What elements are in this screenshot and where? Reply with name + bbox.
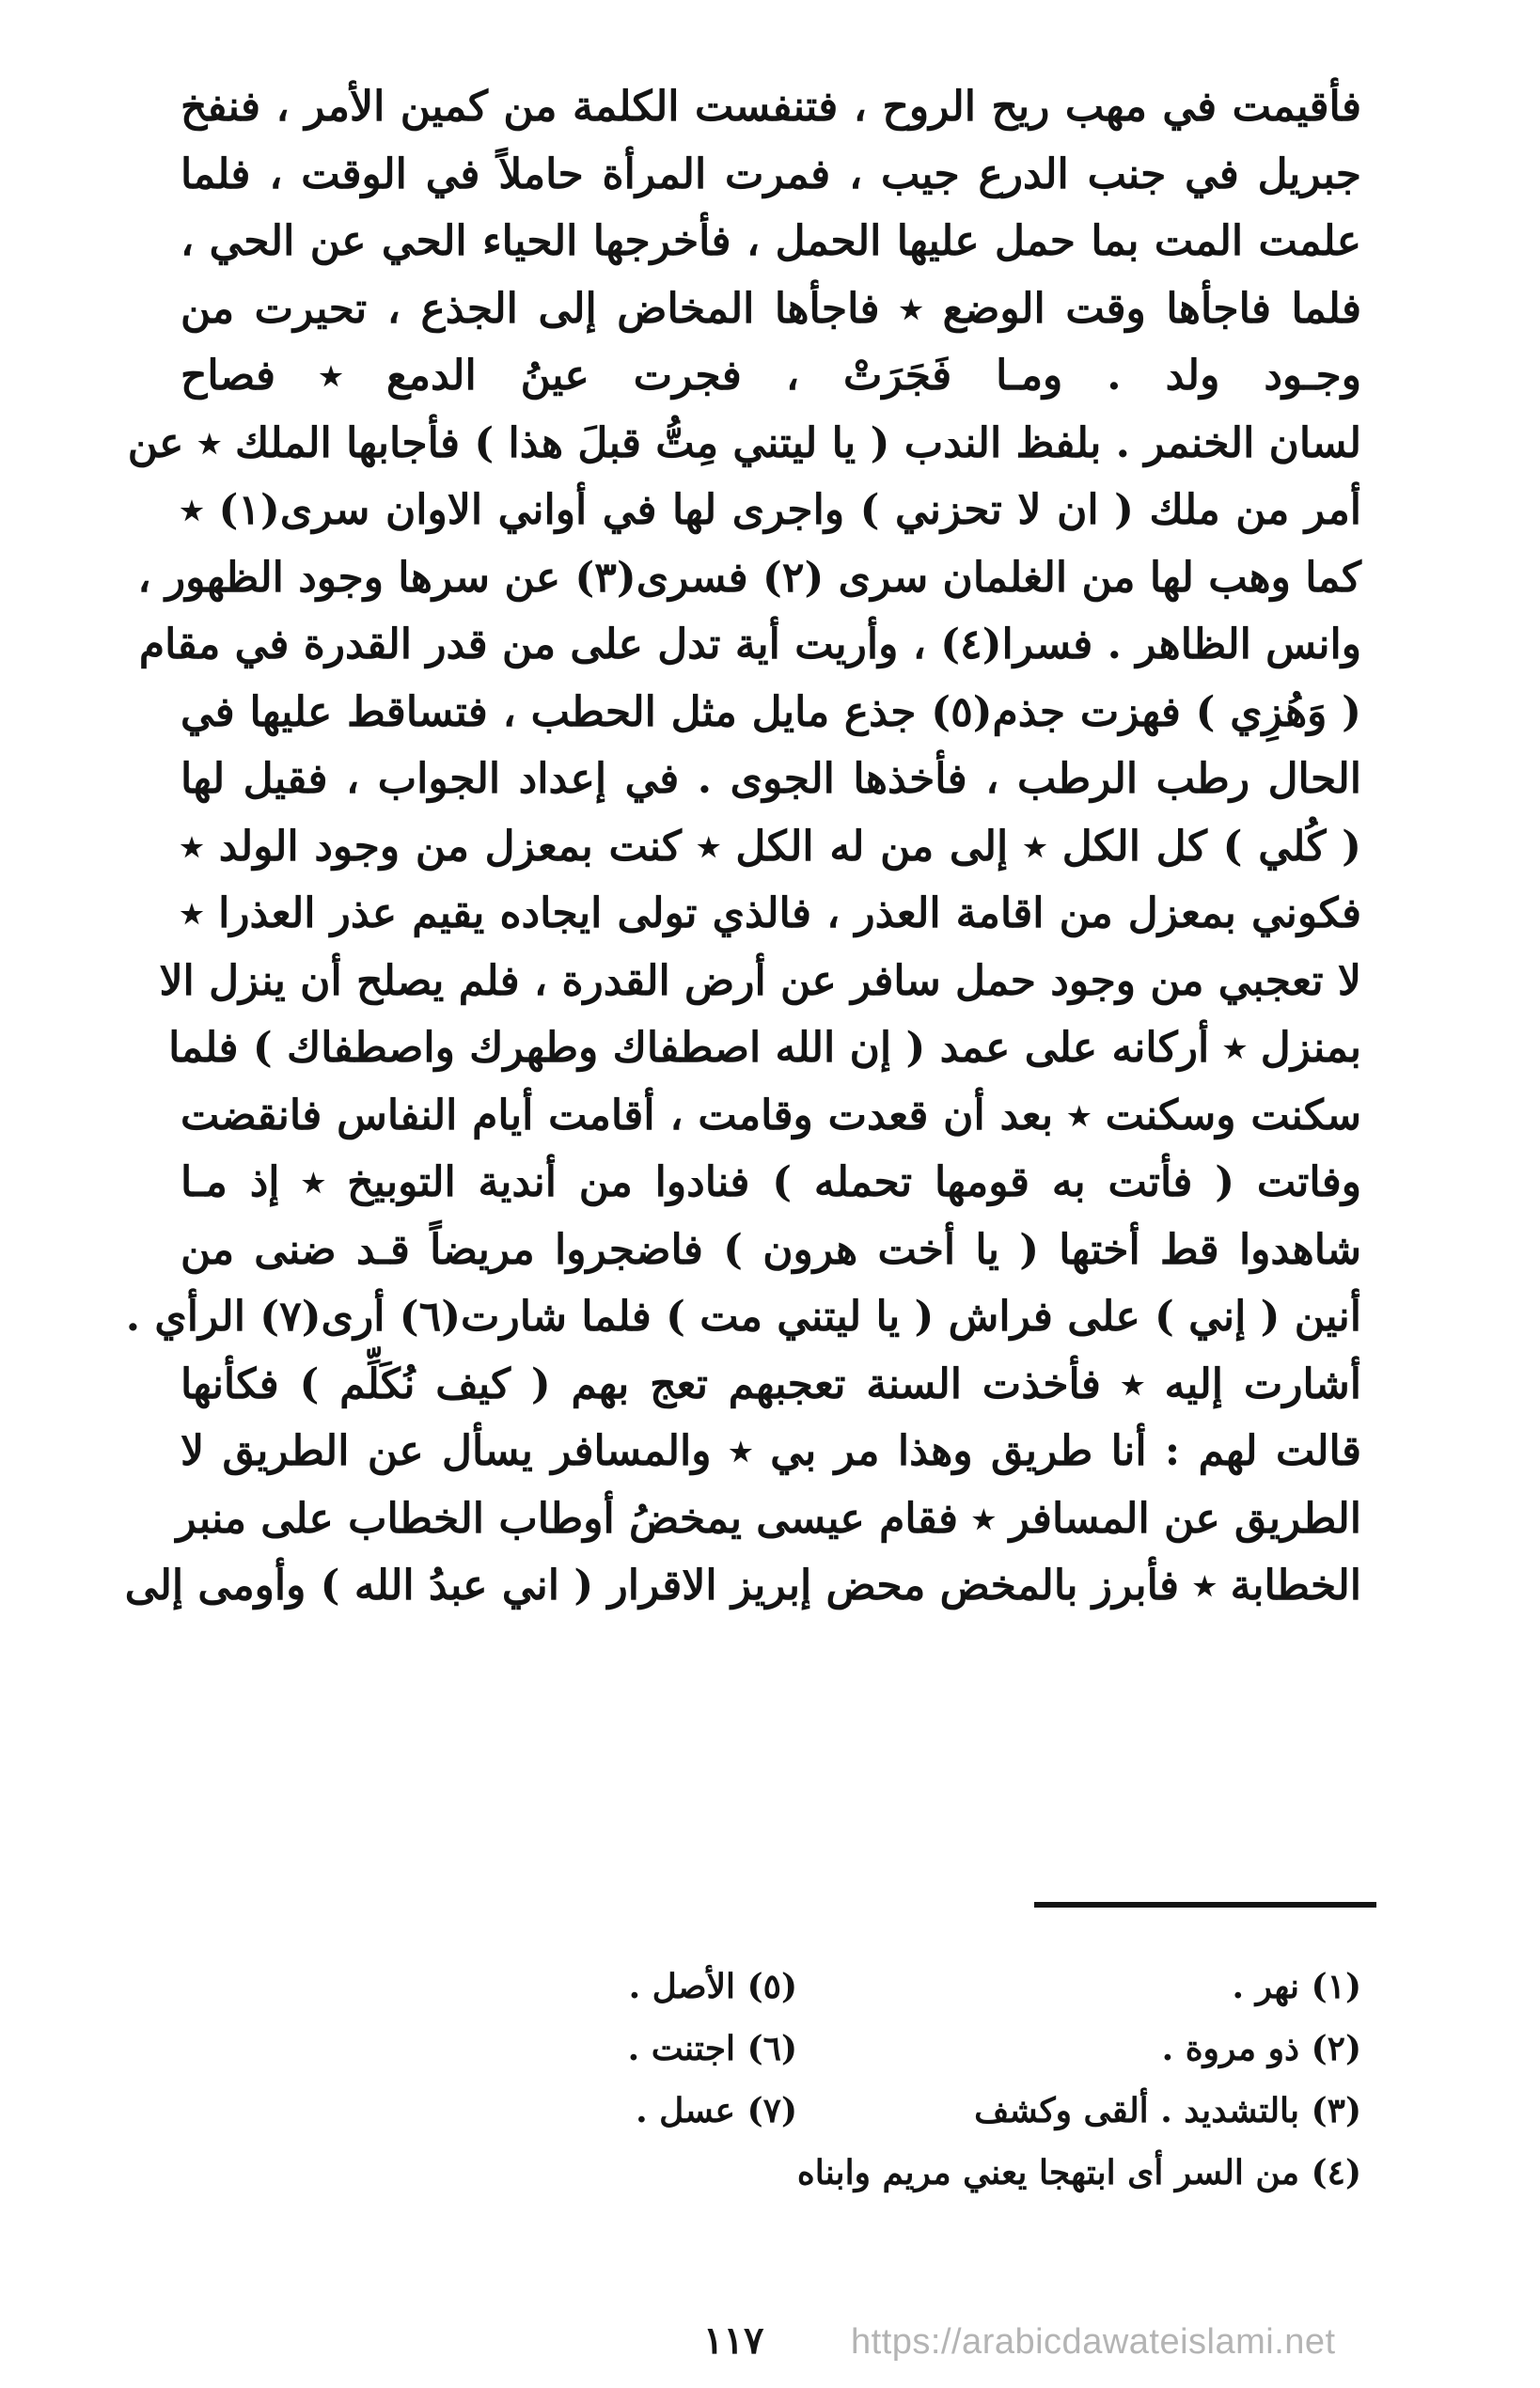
footnote-2: (٢) ذو مروة . [1161, 2029, 1361, 2068]
text-line-21: قالت لهم : أنا طريق وهذا مر بي ٭ والمسافر يسأل عن الطريق لا [181, 1427, 1361, 1475]
footnote-row [310, 2018, 1361, 2080]
footnotes [310, 1956, 1361, 2204]
footnote-row [310, 2142, 1361, 2204]
footnote-4: (٤) من السر أى ابتهجا يعني مريم وابناه [796, 2153, 1361, 2192]
text-line-23: الخطابة ٭ فأبرز بالمخض محض إبريز الاقرار ( اني عبدُ الله ) وأومى إلى [124, 1562, 1361, 1610]
text-line-5: وجـود ولد . ومـا فَجَرَتْ ، فجرت عينُ الدمع ٭ فصاح [181, 352, 1361, 400]
text-line-2: جبريل في جنب الدرع جيب ، فمرت المرأة حاملاً في الوقت ، فلما [181, 149, 1361, 198]
text-line-6: لسان الخنمر . بلفظ الندب ( يا ليتني مِتُّ قبلَ هذا ) فأجابها الملك ٭ عن [127, 418, 1361, 467]
page-number: ١١٧ [703, 2318, 764, 2363]
text-line-15: بمنزل ٭ أركانه على عمد ( إن الله اصطفاك وطهرك واصطفاك ) فلما [168, 1024, 1361, 1072]
footnote-1: (١) نهر . [1232, 1967, 1361, 2006]
footnote-row [310, 1956, 1361, 2018]
text-line-4: فلما فاجأها وقت الوضع ٭ فاجأها المخاض إلى الجذع ، تحيرت من [181, 284, 1361, 333]
text-line-18: شاهدوا قط أختها ( يا أخت هرون ) فاضجروا مريضاً قـد ضنى من [181, 1225, 1361, 1274]
footnote-5: (٥) الأصل . [628, 1967, 797, 2006]
text-line-16: سكنت وسكنت ٭ بعد أن قعدت وقامت ، أقامت أيام النفاس فانقضت [181, 1091, 1361, 1139]
footnote-divider [1034, 1902, 1376, 1908]
main-text [124, 73, 1362, 1620]
text-line-14: لا تعجبي من وجود حمل سافر عن أرض القدرة ، فلم يصلح أن ينزل الا [159, 956, 1361, 1005]
text-line-20: أشارت إليه ٭ فأخذت السنة تعجبهم تعج بهم ( كيف نُكَلِّم ) فكأنها [181, 1359, 1361, 1408]
footnote-row [310, 2080, 1361, 2142]
text-line-12: ( كُلي ) كل الكل ٭ إلى من له الكل ٭ كنت بمعزل من وجود الولد ٭ [181, 822, 1361, 871]
text-line-13: فكوني بمعزل من اقامة العذر ، فالذي تولى ايجاده يقيم عذر العذرا ٭ [181, 889, 1361, 937]
text-line-8: كما وهب لها من الغلمان سرى (٢) فسرى(٣) عن سرها وجود الظهور ، [137, 553, 1361, 602]
footnote-7: (٧) عسل . [636, 2091, 797, 2130]
footnote-6: (٦) اجتنت . [627, 2029, 797, 2068]
text-line-1: فأقيمت في مهب ريح الروح ، فتنفست الكلمة من كمين الأمر ، فنفخ [181, 83, 1361, 131]
text-line-7: أمر من ملك ( ان لا تحزني ) واجرى لها في أواني الاوان سرى(١) ٭ [181, 486, 1361, 534]
text-line-11: الحال رطب الرطب ، فأخذها الجوى . في إعداد الجواب ، فقيل لها [181, 755, 1361, 803]
footnote-3: (٣) بالتشديد . ألقى وكشف [974, 2091, 1361, 2130]
text-line-10: ( وَهُزِي ) فهزت جذم(٥) جذع مايل مثل الحطب ، فتساقط عليها في [181, 687, 1361, 736]
text-line-17: وفاتت ( فأتت به قومها تحمله ) فنادوا من أندية التوبيخ ٭ إذ مـا [181, 1158, 1362, 1206]
text-line-3: علمت المت بما حمل عليها الحمل ، فأخرجها الحياء الحي عن الحي ، [181, 217, 1361, 265]
text-line-9: وانس الظاهر . فسرا(٤) ، وأريت أية تدل على من قدر القدرة في مقام [138, 621, 1361, 668]
text-line-22: الطريق عن المسافر ٭ فقام عيسى يمخضُ أوطاب الخطاب على منبر [176, 1494, 1361, 1543]
watermark-url: https://arabicdawateislami.net [851, 2322, 1336, 2362]
text-line-19: أنين ( إني ) على فراش ( يا ليتني مت ) فلما شارت(٦) أرى(٧) الرأي . [125, 1293, 1361, 1341]
